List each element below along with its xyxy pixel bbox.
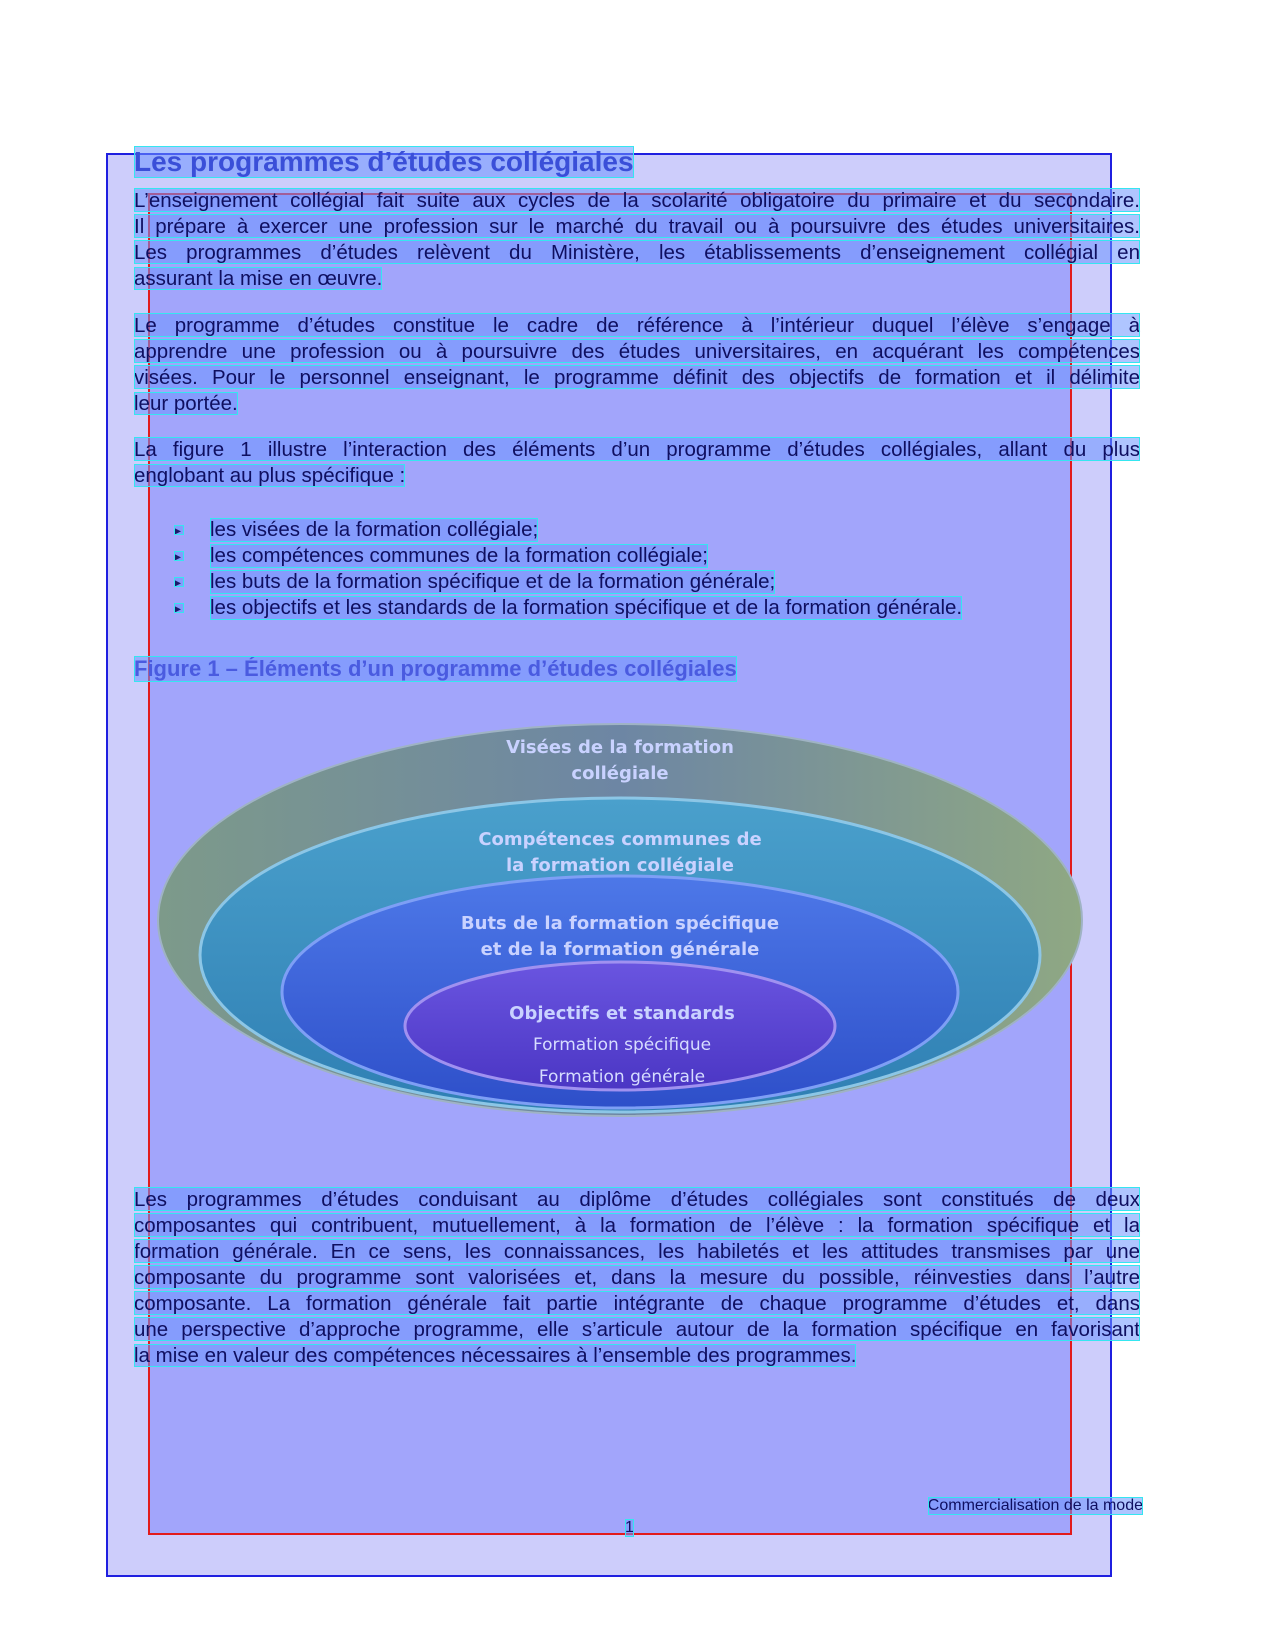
list-item: ▸ les objectifs et les standards de la formation spécifique et de la formation générale. — [174, 596, 963, 619]
list-item: ▸ les visées de la formation collégiale; — [174, 518, 539, 541]
nested-ellipse-diagram — [130, 705, 1110, 1135]
paragraph-line: leur portée. — [134, 392, 238, 415]
paragraph-line: Le programme d’études constitue le cadre de référence à l’intérieur duquel l’élève s’engage à — [134, 314, 1140, 337]
level-1-label: Visées de la formation — [506, 737, 734, 758]
paragraph-line: Il prépare à exercer une profession sur le marché du travail ou à poursuivre des études universitaires. — [134, 215, 1140, 238]
figure-caption: Figure 1 – Éléments d’un programme d’études collégiales — [134, 656, 737, 681]
paragraph-line: Les programmes d’études conduisant au diplôme d’études collégiales sont constitués de deux — [134, 1188, 1140, 1211]
list-item: ▸ les compétences communes de la formation collégiale; — [174, 544, 708, 567]
paragraph-line: L’enseignement collégial fait suite aux cycles de la scolarité obligatoire du primaire et du secondaire. — [134, 189, 1140, 212]
paragraph-line: Les programmes d’études relèvent du Ministère, les établissements d’enseignement collégial en — [134, 241, 1140, 264]
paragraph-line: composante. La formation générale fait partie intégrante de chaque programme d’études et, dans — [134, 1292, 1140, 1315]
paragraph-line: visées. Pour le personnel enseignant, le programme définit des objectifs de formation et il délimite — [134, 366, 1140, 389]
paragraph-line: La figure 1 illustre l’interaction des éléments d’un programme d’études collégiales, allant du plus — [134, 438, 1140, 461]
closing-paragraph — [134, 1187, 1140, 1369]
page-title: Les programmes d’études collégiales — [134, 146, 634, 177]
bullet-icon: ▸ — [174, 603, 184, 613]
intro-paragraph-2 — [134, 313, 1140, 417]
paragraph-line: composante du programme sont valorisées et, dans la mesure du possible, réinvesties dans l’autre — [134, 1266, 1140, 1289]
paragraph-line: la mise en valeur des compétences nécessaires à l’ensemble des programmes. — [134, 1344, 857, 1367]
page-number: 1 — [625, 1519, 634, 1536]
paragraph-line: assurant la mise en œuvre. — [134, 267, 383, 290]
paragraph-line: une perspective d’approche programme, elle s’articule autour de la formation spécifique en favorisant — [134, 1318, 1140, 1341]
bullet-icon: ▸ — [174, 525, 184, 535]
level-4-label: Objectifs et standards — [509, 1003, 735, 1024]
bullet-icon: ▸ — [174, 577, 184, 587]
level-2-label: la formation collégiale — [506, 855, 734, 876]
intro-paragraph-1 — [134, 188, 1140, 292]
level-3-label: Buts de la formation spécifique — [460, 913, 780, 934]
level-3-label: et de la formation générale — [480, 939, 760, 960]
list-item: ▸ les buts de la formation spécifique et de la formation générale; — [174, 570, 776, 593]
level-4-sublabel: Formation générale — [538, 1067, 706, 1087]
paragraph-line: apprendre une profession ou à poursuivre des études universitaires, en acquérant les compétences — [134, 340, 1140, 363]
paragraph-line: composantes qui contribuent, mutuellement, à la formation de l’élève : la formation spécifique et la — [134, 1214, 1140, 1237]
bullet-list — [172, 518, 962, 622]
level-2-label: Compétences communes de — [478, 829, 762, 850]
paragraph-line: englobant au plus spécifique : — [134, 464, 406, 487]
footer-program-name: Commercialisation de la mode — [927, 1497, 1143, 1514]
paragraph-line: formation générale. En ce sens, les connaissances, les habiletés et les attitudes transmises par une — [134, 1240, 1140, 1263]
bullet-icon: ▸ — [174, 551, 184, 561]
level-1-label: collégiale — [571, 763, 669, 784]
level-4-sublabel: Formation spécifique — [532, 1035, 712, 1055]
intro-paragraph-3 — [134, 437, 1140, 489]
